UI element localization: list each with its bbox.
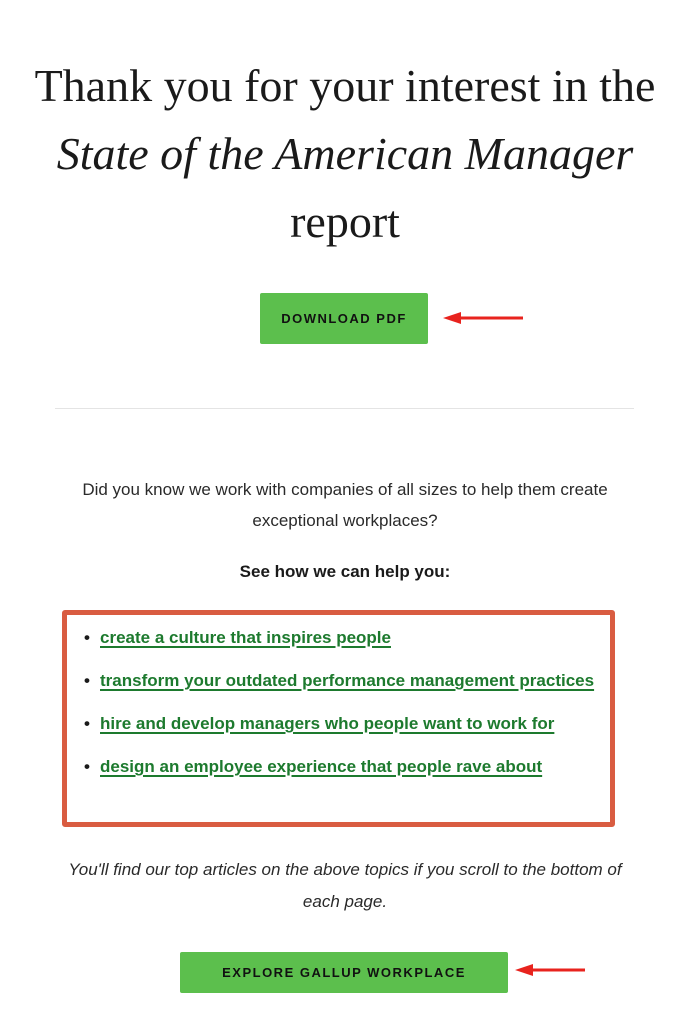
footnote-text: You'll find our top articles on the above topics if you scroll to the bottom of each page. [68,860,622,911]
link-employee-experience[interactable]: design an employee experience that people rave about [100,757,543,776]
list-item [75,665,605,696]
link-create-culture[interactable]: create a culture that inspires people [100,628,391,647]
bullet: • [84,628,90,647]
bullet: • [84,714,90,733]
red-arrow-left-icon [443,312,525,324]
section-divider [55,408,634,409]
bullet: • [84,757,90,776]
report-name: State of the American Manager [56,128,634,179]
help-link-list [75,622,605,794]
headline-text: Thank you for your interest in the [34,60,656,111]
link-performance-management[interactable]: transform your outdated performance management practices [100,671,595,690]
list-item [75,751,605,782]
red-arrow-left-icon [515,964,587,976]
explore-button-label: EXPLORE GALLUP WORKPLACE [222,965,466,980]
intro-text: Did you know we work with companies of all sizes to help them create exceptional workplaces? [82,480,608,530]
download-pdf-button[interactable] [260,293,428,344]
list-item [75,622,605,653]
bullet: • [84,671,90,690]
list-item [75,708,605,739]
link-hire-managers[interactable]: hire and develop managers who people want to work for [100,714,555,733]
explore-gallup-workplace-button[interactable] [180,952,508,993]
help-heading: See how we can help you: [239,562,451,581]
headline-end: report [290,196,400,247]
page-headline [20,52,670,256]
download-pdf-label: DOWNLOAD PDF [281,311,407,326]
